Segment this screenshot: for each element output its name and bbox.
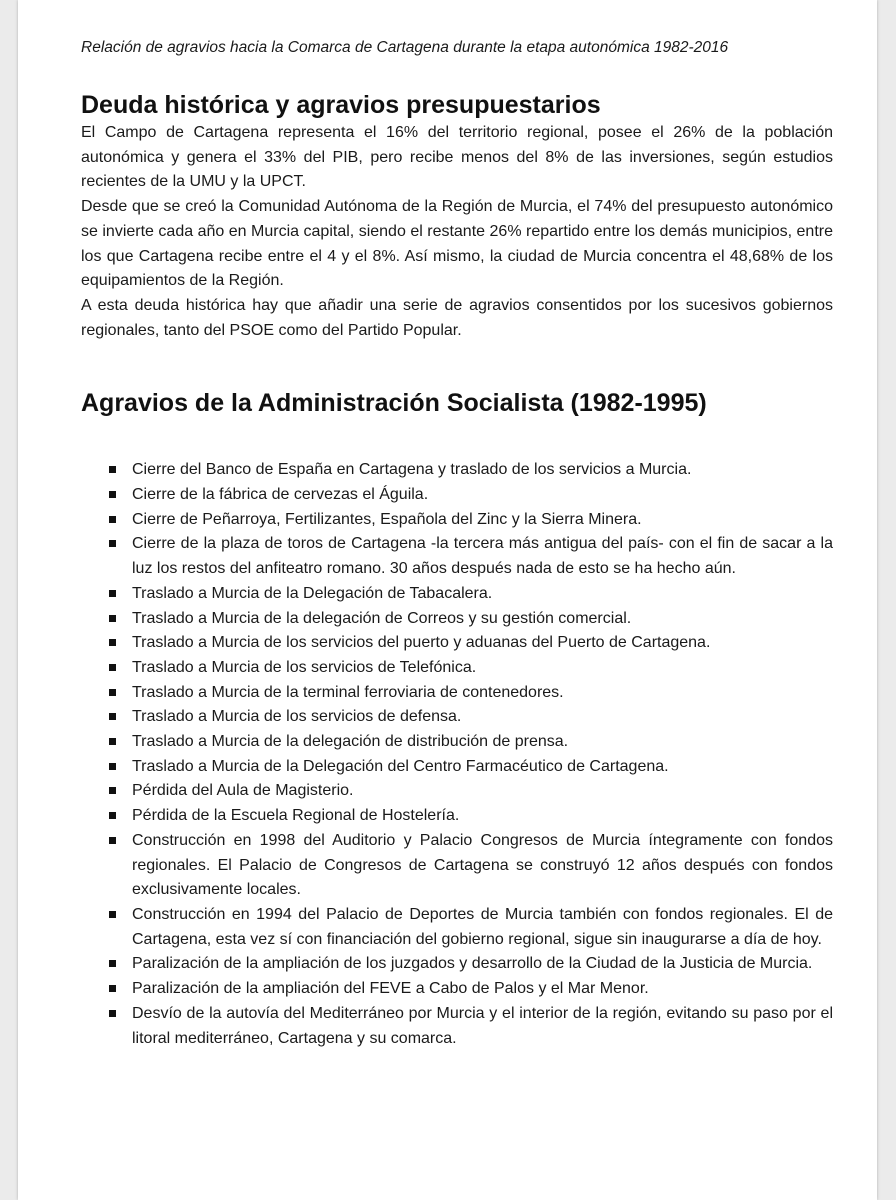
list-item-text: Cierre de la plaza de toros de Cartagena -la tercera más antigua del país- con el fin de sacar a la luz los restos del anfiteatro romano. 30 años después nada de esto se ha hecho aún. [132,535,833,578]
paragraph: Desde que se creó la Comunidad Autónoma de la Región de Murcia, el 74% del presupuesto autonómico se invierte cada año en Murcia capital, siendo el restante 26% repartido entre los demás municipios, entre los que Cartagena recibe entre el 4 y el 8%. Así mismo, la ciudad de Murcia concentra el 48,68% de los equipamientos de la Región. [81,198,833,290]
list-item-text: Cierre del Banco de España en Cartagena y traslado de los servicios a Murcia. [132,461,692,479]
section-heading-socialist-admin: Agravios de la Administración Socialista (1982-1995) [81,389,707,418]
list-item-text: Construcción en 1998 del Auditorio y Palacio Congresos de Murcia íntegramente con fondos regionales. El Palacio de Congresos de Cartagena se construyó 12 años después con fondos exclusivamente locales. [132,831,833,899]
list-item-text: Desvío de la autovía del Mediterráneo por Murcia y el interior de la región, evitando su paso por el litoral mediterráneo, Cartagena y su comarca. [132,1004,833,1047]
list-item [81,483,833,508]
list-item [81,755,833,780]
list-item-text: Traslado a Murcia de la delegación de Correos y su gestión comercial. [132,609,632,627]
square-bullet-icon [109,738,116,745]
square-bullet-icon [109,985,116,992]
list-item [81,903,833,952]
square-bullet-icon [109,615,116,622]
list-item-text: Traslado a Murcia de la delegación de distribución de prensa. [132,733,569,751]
paragraph: A esta deuda histórica hay que añadir una serie de agravios consentidos por los sucesivos gobiernos regionales, tanto del PSOE como del Partido Popular. [81,296,833,339]
list-item-text: Pérdida del Aula de Magisterio. [132,782,354,800]
list-item [81,952,833,977]
list-item-text: Traslado a Murcia de la terminal ferroviaria de contenedores. [132,683,564,701]
square-bullet-icon [109,590,116,597]
list-item [81,508,833,533]
square-bullet-icon [109,516,116,523]
square-bullet-icon [109,466,116,473]
list-item-text: Traslado a Murcia de la Delegación del Centro Farmacéutico de Cartagena. [132,757,669,775]
square-bullet-icon [109,911,116,918]
list-item [81,607,833,632]
square-bullet-icon [109,837,116,844]
grievance-list [81,458,833,1051]
list-item-text: Construcción en 1994 del Palacio de Deportes de Murcia también con fondos regionales. El de Cartagena, esta vez sí con financiación del gobierno regional, sigue sin inaugurarse a día de hoy. [132,905,833,948]
square-bullet-icon [109,689,116,696]
list-item [81,1002,833,1051]
list-item-text: Cierre de la fábrica de cervezas el Águila. [132,486,429,504]
list-item-text: Traslado a Murcia de la Delegación de Tabacalera. [132,584,493,602]
list-item-text: Paralización de la ampliación de los juzgados y desarrollo de la Ciudad de la Justicia de Murcia. [132,955,813,973]
list-item [81,730,833,755]
square-bullet-icon [109,540,116,547]
list-item [81,532,833,581]
square-bullet-icon [109,713,116,720]
list-item-text: Paralización de la ampliación del FEVE a Cabo de Palos y el Mar Menor. [132,980,649,998]
list-item [81,804,833,829]
square-bullet-icon [109,787,116,794]
list-item [81,656,833,681]
list-item-text: Traslado a Murcia de los servicios de Telefónica. [132,658,477,676]
document-content [81,36,833,1051]
list-item [81,705,833,730]
square-bullet-icon [109,960,116,967]
list-item-text: Pérdida de la Escuela Regional de Hostelería. [132,807,460,825]
list-item-text: Cierre de Peñarroya, Fertilizantes, Española del Zinc y la Sierra Minera. [132,510,642,528]
section-heading-budget: Deuda histórica y agravios presupuestarios [81,91,601,119]
list-item [81,779,833,804]
paragraph: El Campo de Cartagena representa el 16% del territorio regional, posee el 26% de la población autonómica y genera el 33% del PIB, pero recibe menos del 8% de las inversiones, según estudios recientes de la UMU y la UPCT. [81,124,833,191]
list-item [81,631,833,656]
list-item [81,681,833,706]
list-item [81,458,833,483]
list-item [81,582,833,607]
square-bullet-icon [109,664,116,671]
square-bullet-icon [109,812,116,819]
list-item [81,977,833,1002]
square-bullet-icon [109,1010,116,1017]
square-bullet-icon [109,639,116,646]
document-header: Relación de agravios hacia la Comarca de Cartagena durante la etapa autonómica 1982-2016 [81,39,729,56]
document-page [18,0,877,1200]
list-item-text: Traslado a Murcia de los servicios del puerto y aduanas del Puerto de Cartagena. [132,634,711,652]
square-bullet-icon [109,763,116,770]
square-bullet-icon [109,491,116,498]
list-item-text: Traslado a Murcia de los servicios de defensa. [132,708,462,726]
list-item [81,829,833,903]
